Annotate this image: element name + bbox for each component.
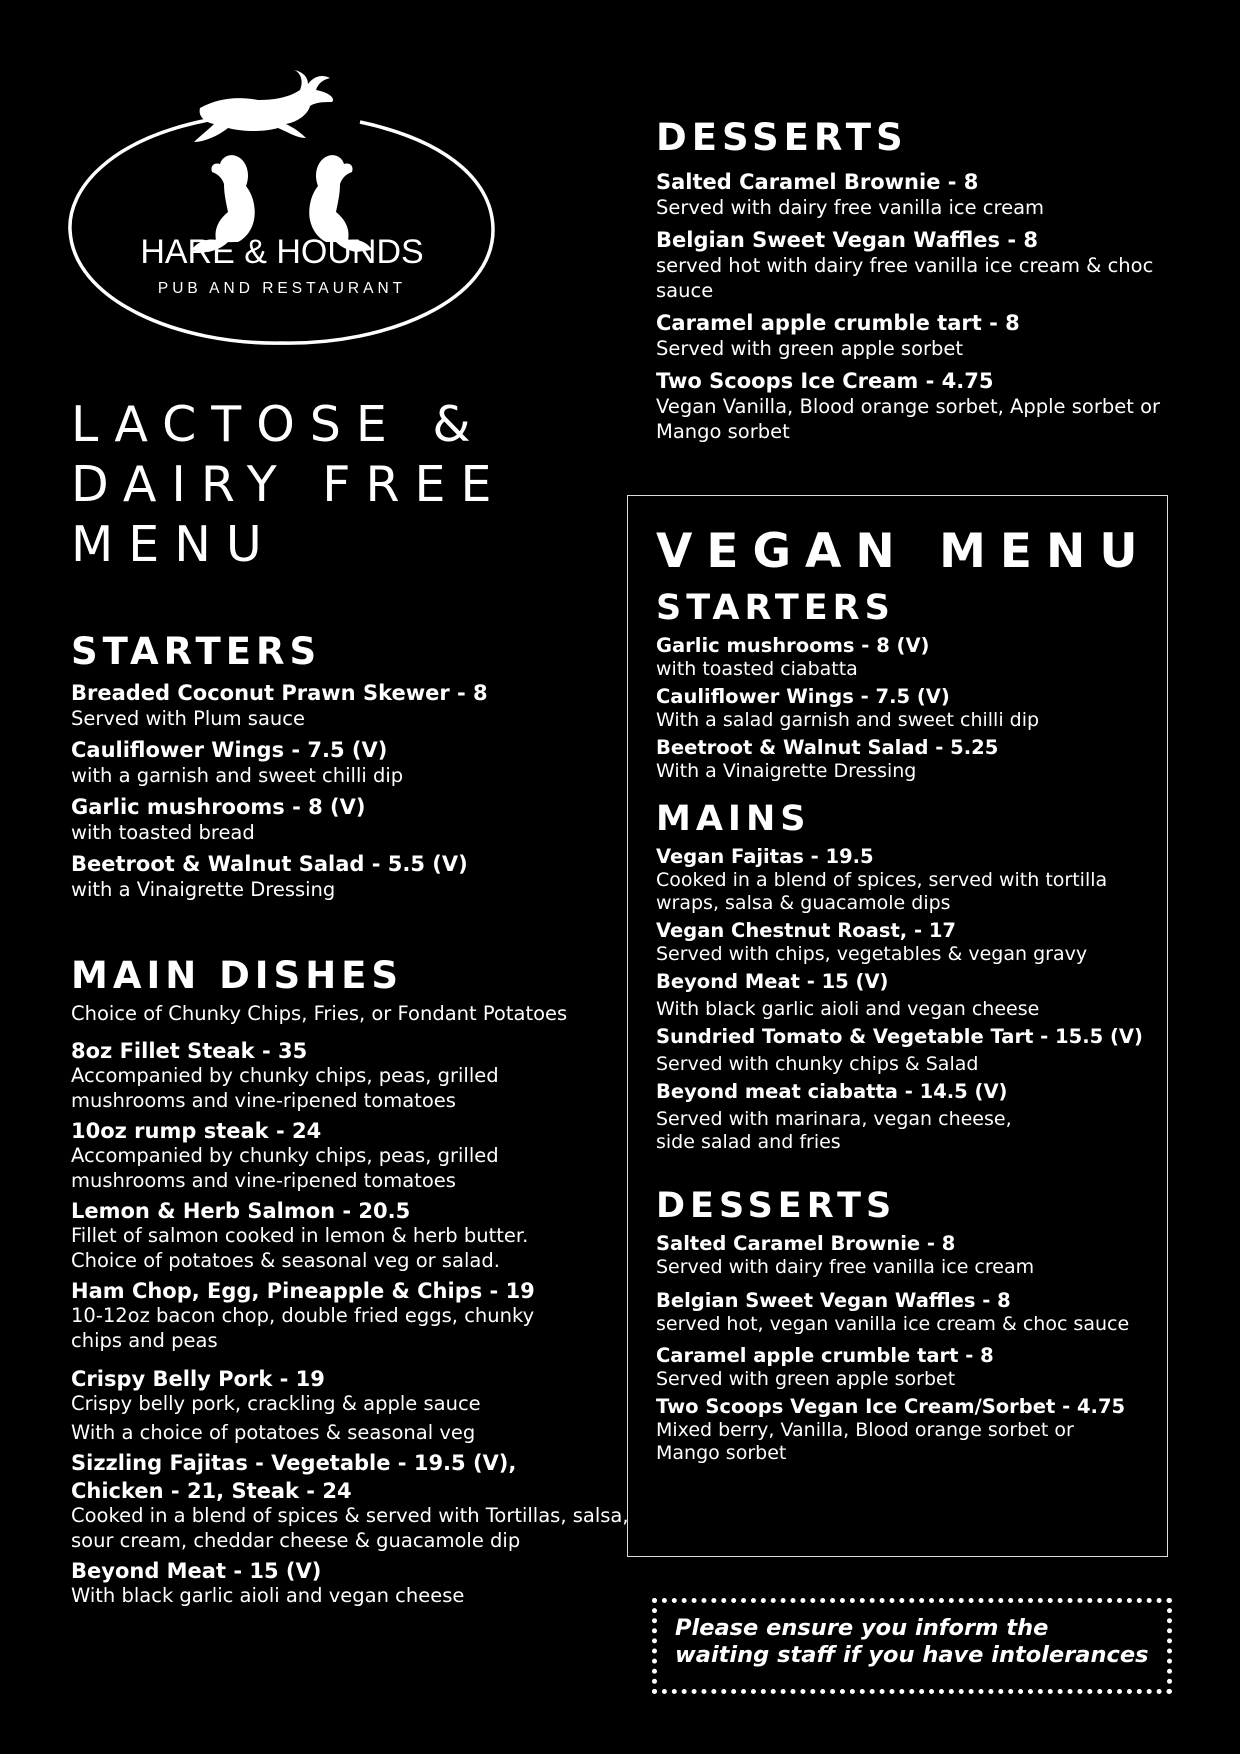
menu-item <box>71 794 631 845</box>
menu-item-title: 10oz rump steak - 24 <box>71 1119 322 1143</box>
menu-item-title: Caramel apple crumble tart - 8 <box>656 1344 994 1367</box>
menu-item <box>656 1289 1156 1336</box>
menu-item-desc: Vegan Vanilla, Blood orange sorbet, Apple sorbet or Mango sorbet <box>656 395 1161 443</box>
menu-item-title: Lemon & Herb Salmon - 20.5 <box>71 1199 411 1223</box>
section-heading: STARTERS <box>71 630 322 673</box>
menu-item-desc: Cooked in a blend of spices, served with tortilla wraps, salsa & guacamole dips <box>656 869 1108 914</box>
menu-item-desc: With a choice of potatoes & seasonal veg <box>71 1421 476 1444</box>
hare-and-hounds-emblem-icon <box>68 70 496 350</box>
menu-item-desc: Served with green apple sorbet <box>656 1368 956 1390</box>
menu-item-title: Garlic mushrooms - 8 (V) <box>656 634 930 657</box>
section-heading: DESSERTS <box>656 1186 897 1226</box>
menu-item-desc: Served with dairy free vanilla ice cream <box>656 1256 1035 1278</box>
menu-item-desc: with toasted bread <box>71 821 255 844</box>
left-column <box>71 630 631 1608</box>
menu-item <box>656 1080 1156 1154</box>
menu-item-desc: with a garnish and sweet chilli dip <box>71 764 404 787</box>
menu-item <box>71 1279 631 1353</box>
menu-item-desc: Mixed berry, Vanilla, Blood orange sorbet or Mango sorbet <box>656 1419 1074 1464</box>
vegan-desserts-section <box>656 1184 1156 1465</box>
page-title-line: DAIRY FREE <box>71 456 507 513</box>
mains-note: Choice of Chunky Chips, Fries, or Fondant Potatoes <box>71 1002 568 1025</box>
menu-item-desc: Served with marinara, vegan cheese, side salad and fries <box>656 1108 1012 1153</box>
menu-item-title: Vegan Chestnut Roast, - 17 <box>656 919 956 942</box>
menu-item-desc: Served with chips, vegetables & vegan gravy <box>656 943 1088 965</box>
menu-item-desc: With a salad garnish and sweet chilli dip <box>656 709 1040 731</box>
menu-item-desc: With black garlic aioli and vegan cheese <box>656 998 1040 1020</box>
menu-item <box>656 310 1176 361</box>
menu-item <box>656 1395 1156 1465</box>
desserts-section <box>656 114 1176 444</box>
menu-item-desc: Served with dairy free vanilla ice cream <box>656 196 1045 219</box>
menu-item-desc: Served with green apple sorbet <box>656 337 964 360</box>
menu-item-title: Beyond Meat - 15 (V) <box>656 970 889 993</box>
menu-item <box>656 919 1156 966</box>
menu-item <box>71 1559 631 1608</box>
menu-item-desc: Accompanied by chunky chips, peas, grilled mushrooms and vine-ripened tomatoes <box>71 1064 499 1112</box>
notice-text: Please ensure you inform the waiting staff if you have intolerances <box>675 1615 1149 1668</box>
menu-item-desc: with a Vinaigrette Dressing <box>71 878 336 901</box>
menu-item-desc: Accompanied by chunky chips, peas, grilled mushrooms and vine-ripened tomatoes <box>71 1144 499 1192</box>
menu-item-title: Beyond Meat - 15 (V) <box>71 1559 322 1583</box>
menu-item-title: Two Scoops Vegan Ice Cream/Sorbet - 4.75 <box>656 1395 1126 1418</box>
menu-item-title: Cauliflower Wings - 7.5 (V) <box>71 738 388 762</box>
svg-text:HARE & HOUNDS: HARE & HOUNDS <box>140 233 424 271</box>
menu-item <box>656 685 1156 732</box>
menu-item-title: 8oz Fillet Steak - 35 <box>71 1039 308 1063</box>
section-heading: STARTERS <box>656 588 895 628</box>
section-heading: MAIN DISHES <box>71 954 404 997</box>
menu-item-desc: served hot, vegan vanilla ice cream & choc sauce <box>656 1313 1130 1335</box>
menu-item <box>71 851 631 902</box>
svg-text:PUB AND RESTAURANT: PUB AND RESTAURANT <box>157 280 407 297</box>
menu-item-desc: Fillet of salmon cooked in lemon & herb butter. Choice of potatoes & seasonal veg or salad. <box>71 1224 529 1272</box>
menu-item-desc: With a Vinaigrette Dressing <box>656 760 917 782</box>
menu-item <box>656 1025 1156 1076</box>
menu-item-title: Ham Chop, Egg, Pineapple & Chips - 19 <box>71 1279 535 1303</box>
menu-item-title: Caramel apple crumble tart - 8 <box>656 311 1020 335</box>
intolerance-notice <box>652 1598 1172 1694</box>
menu-item-desc: 10-12oz bacon chop, double fried eggs, chunky chips and peas <box>71 1304 535 1352</box>
menu-item <box>656 970 1156 1021</box>
menu-item <box>71 1039 631 1113</box>
menu-item <box>656 845 1156 915</box>
menu-item-title: Breaded Coconut Prawn Skewer - 8 <box>71 681 488 705</box>
menu-item-title: Belgian Sweet Vegan Waffles - 8 <box>656 1289 1011 1312</box>
menu-item-title: Salted Caramel Brownie - 8 <box>656 1232 956 1255</box>
menu-item-title: Salted Caramel Brownie - 8 <box>656 170 979 194</box>
menu-item <box>656 368 1176 444</box>
menu-item-desc: Cooked in a blend of spices & served with Tortillas, salsa, sour cream, cheddar cheese & guacamole dip <box>71 1504 629 1552</box>
menu-item-desc: Crispy belly pork, crackling & apple sauce <box>71 1392 481 1415</box>
menu-item-desc: Served with Plum sauce <box>71 707 305 730</box>
section-heading: DESSERTS <box>656 116 908 159</box>
menu-item-title: Vegan Fajitas - 19.5 <box>656 845 874 868</box>
menu-item-title: Chicken - 21, Steak - 24 <box>71 1479 352 1503</box>
menu-item <box>71 1199 631 1273</box>
menu-item-title: Beetroot & Walnut Salad - 5.25 <box>656 736 999 759</box>
menu-item-desc: with toasted ciabatta <box>656 658 858 680</box>
menu-item-desc: With black garlic aioli and vegan cheese <box>71 1584 465 1607</box>
vegan-menu-title: VEGAN MENU <box>656 524 1152 579</box>
hare-and-hounds-logo <box>68 70 496 350</box>
menu-item-title: Belgian Sweet Vegan Waffles - 8 <box>656 228 1038 252</box>
menu-item <box>71 1367 631 1445</box>
menu-item-title: Cauliflower Wings - 7.5 (V) <box>656 685 950 708</box>
vegan-menu-box <box>627 495 1168 1557</box>
menu-item <box>71 1451 631 1553</box>
starters-section <box>71 630 631 902</box>
menu-item-title: Garlic mushrooms - 8 (V) <box>71 795 366 819</box>
menu-item-title: Beetroot & Walnut Salad - 5.5 (V) <box>71 852 468 876</box>
menu-item <box>71 737 631 788</box>
menu-item-title: Sundried Tomato & Vegetable Tart - 15.5 (V) <box>656 1025 1143 1048</box>
menu-item <box>656 1232 1156 1279</box>
page-title <box>71 395 591 575</box>
menu-item <box>656 227 1176 303</box>
page-title-line: MENU <box>71 516 277 573</box>
menu-item <box>656 1344 1156 1391</box>
menu-item-desc: Served with chunky chips & Salad <box>656 1053 979 1075</box>
menu-item <box>656 736 1156 783</box>
menu-item <box>71 1119 631 1193</box>
menu-item <box>656 634 1156 681</box>
menu-item-title: Crispy Belly Pork - 19 <box>71 1367 325 1391</box>
vegan-mains-section <box>656 797 1156 1154</box>
menu-item-title: Sizzling Fajitas - Vegetable - 19.5 (V), <box>71 1451 517 1475</box>
menu-item <box>656 169 1176 220</box>
menu-item-title: Beyond meat ciabatta - 14.5 (V) <box>656 1080 1008 1103</box>
menu-item <box>71 680 631 731</box>
menu-item-desc: served hot with dairy free vanilla ice cream & choc sauce <box>656 254 1154 302</box>
page-title-line: LACTOSE & <box>71 396 486 453</box>
vegan-starters-section <box>656 586 1156 783</box>
main-dishes-section <box>71 954 631 1608</box>
menu-item-title: Two Scoops Ice Cream - 4.75 <box>656 369 994 393</box>
section-heading: MAINS <box>656 799 811 839</box>
